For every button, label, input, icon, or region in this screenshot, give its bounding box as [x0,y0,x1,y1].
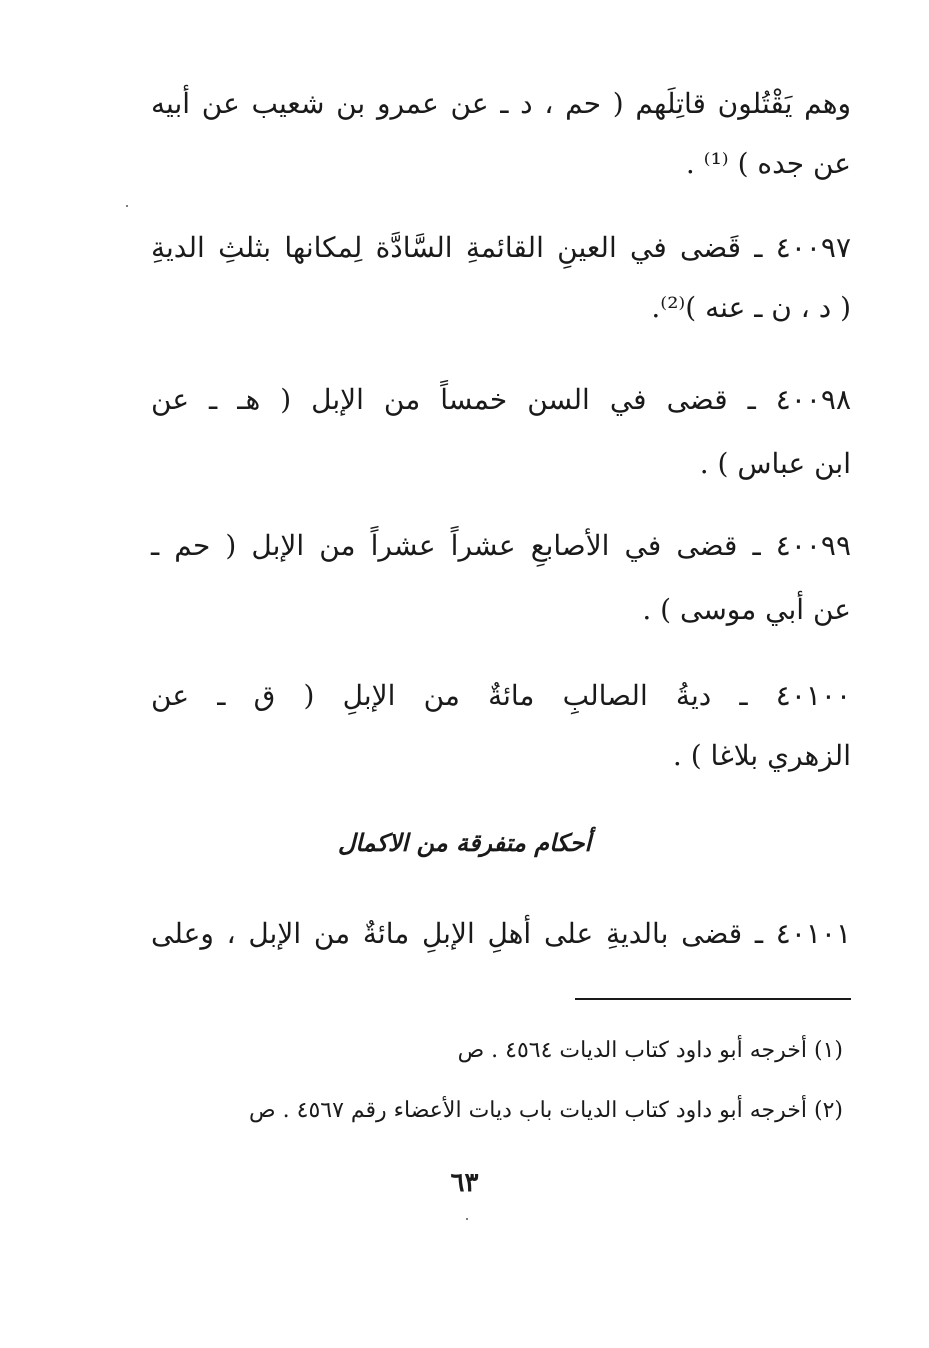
footnote-1: (١) أخرجه أبو داود كتاب الديات ٤٥٦٤ . ص [457,1038,843,1063]
entry-40101-line-1: ٤٠١٠١ ـ قضى بالديةِ على أهلِ الإبلِ مائةٌ من الإبل ، وعلى [151,917,851,950]
text-line-2: عن جده ) ⁽¹⁾ . [685,147,851,180]
entry-40099-line-2: عن أبي موسى ) . [642,593,851,626]
entry-40100-line-2: الزهري بلاغا ) . [672,739,851,772]
section-heading: أحكام متفرقة من الاكمال [337,828,592,857]
footnote-2: (٢) أخرجه أبو داود كتاب الديات باب ديات الأعضاء رقم ٤٥٦٧ . ص [249,1098,843,1123]
entry-40098-line-1: ٤٠٠٩٨ ـ قضى في السن خمساً من الإبل ( هـ ـ عن [151,383,851,416]
text-line-1: وهم يَقْتُلون قاتِلَهم ( حم ، د ـ عن عمرو بن شعيب عن أبيه [151,87,851,120]
scan-speck [126,205,128,207]
entry-40099-line-1: ٤٠٠٩٩ ـ قضى في الأصابعِ عشراً عشراً من الإبل ( حم ـ [151,529,851,562]
footnote-separator [575,998,851,1000]
entry-40098-line-2: ابن عباس ) . [699,447,851,480]
scan-speck [466,1218,468,1220]
entry-40100-line-1: ٤٠١٠٠ ـ ديةُ الصالبِ مائةٌ من الإبلِ ( ق ـ عن [151,679,851,712]
page-number: ٦٣ [450,1168,479,1198]
entry-40097-line-1: ٤٠٠٩٧ ـ قَضى في العينِ القائمةِ السَّادَّة لِمكانها بثلثِ الديةِ [151,231,851,264]
entry-40097-line-2: ( د ، ن ـ عنه )⁽²⁾. [651,291,851,324]
